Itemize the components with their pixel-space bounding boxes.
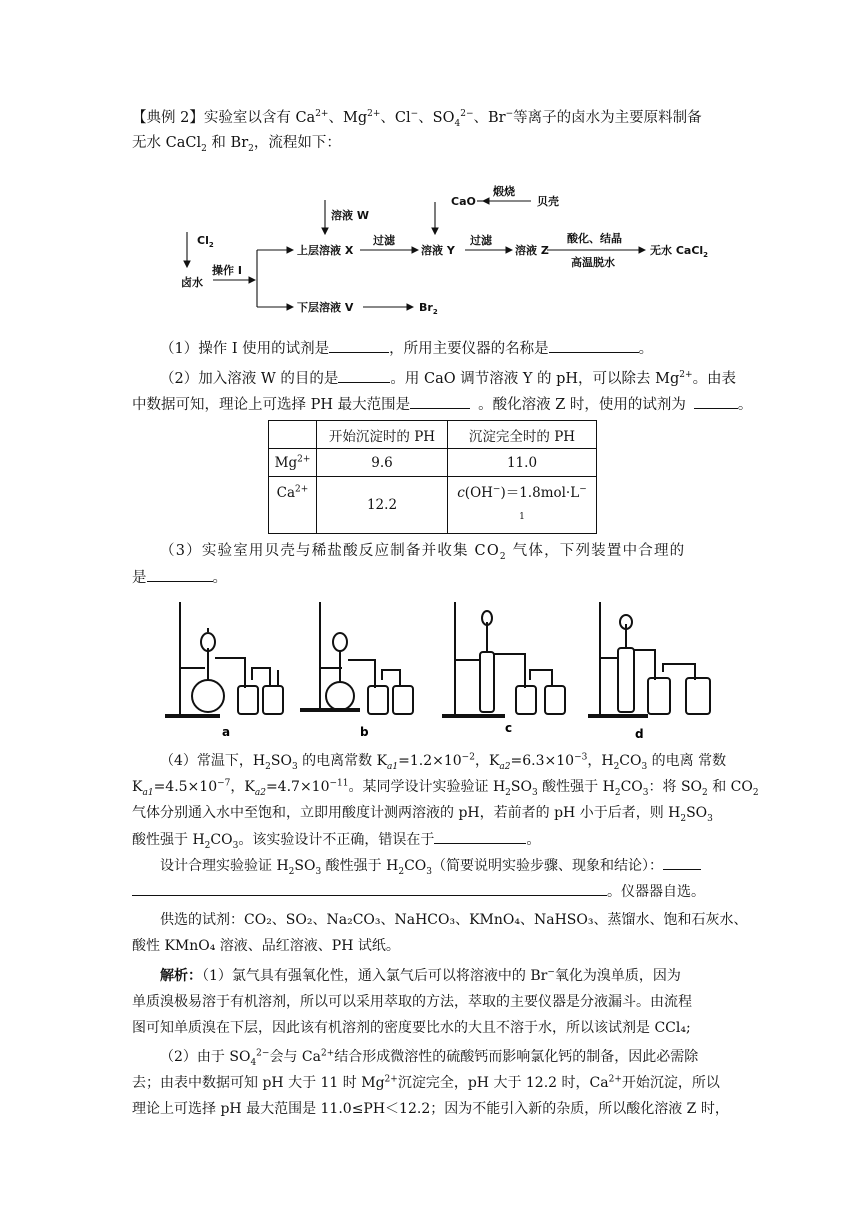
- analysis-line-4: （2）由于 $SO_4^{2-}$会与 $Ca^{2+}$结合形成微溶性的硫酸钙而影响氯化钙的制备，因此必需除: [160, 1048, 699, 1068]
- apparatus-b: [300, 602, 413, 714]
- apparatus-figure: [160, 598, 740, 740]
- analysis-line-6: 理论上可选择 pH 最大范围是 11.0≤PH＜12.2；因为不能引入新的杂质，所以酸化溶液 Z 时，: [132, 1101, 729, 1117]
- analysis-line-1: 解析：（1）氯气具有强氧化性，通入氯气后可以将溶液中的 Br−氧化为溴单质，因为: [160, 967, 681, 984]
- flow-cl2: $Cl_2$: [197, 234, 214, 249]
- question-3-line-1: （3）实验室用贝壳与稀盐酸反应制备并收集 $CO_2$ 气体，下列装置中合理的: [160, 543, 686, 562]
- table-header-empty: [269, 421, 317, 449]
- flow-calcine: 煅烧: [493, 185, 515, 198]
- apparatus-label-a: a: [222, 725, 231, 739]
- q1-blank-instrument: [549, 338, 639, 353]
- flow-sol-y: 溶液 Y: [421, 244, 455, 257]
- flow-dehydrate: 高温脱水: [571, 256, 615, 269]
- question-4-line-4: 酸性强于 $H_2CO_3$。该实验设计不正确，错误在于 。: [132, 829, 540, 850]
- flow-filter-1: 过滤: [373, 234, 395, 247]
- apparatus-d: [588, 602, 710, 716]
- q4-blank-design-1: [663, 855, 701, 870]
- table-cell-end: 11.0: [448, 449, 597, 477]
- question-2-line-1: （2）加入溶液 W 的目的是 。用 CaO 调节溶液 Y 的 pH，可以除去 $Mg^{2+}$。由表: [160, 368, 736, 389]
- flow-cao: CaO: [451, 195, 476, 208]
- flow-op1: 操作 I: [212, 264, 242, 277]
- q4-blank-error: [434, 829, 526, 844]
- flow-sol-w: 溶液 W: [331, 209, 369, 222]
- question-4-line-6: 。仪器器自选。: [132, 881, 705, 902]
- apparatus-c: [442, 602, 565, 716]
- q1-blank-reagent: [329, 338, 389, 353]
- flow-acidify: 酸化、结晶: [567, 232, 622, 245]
- flow-sol-z: 溶液 Z: [515, 244, 549, 257]
- table-row: [269, 477, 597, 534]
- q2-blank-purpose: [338, 368, 390, 383]
- q2-blank-range: [410, 394, 470, 409]
- apparatus-a: [165, 602, 283, 716]
- process-flowchart: [175, 182, 735, 327]
- analysis-line-2: 单质溴极易溶于有机溶剂，所以可以采用萃取的方法，萃取的主要仪器是分液漏斗。由流程: [132, 994, 692, 1010]
- table-cell-ion: $Ca^{2+}$: [269, 477, 317, 534]
- question-2-line-2: 中数据可知，理论上可选择 PH 最大范围是 。酸化溶液 Z 时，使用的试剂为 。: [132, 394, 752, 415]
- q3-blank: [147, 567, 213, 582]
- intro-line-2: 无水 CaCl$_2$ 和 $Br_2$，流程如下：: [132, 135, 341, 154]
- intro-line-1: 【典例 2】实验室以含有 $Ca^{2+}$、$Mg^{2+}$、Cl−、$SO_4^{2-}$、Br−等离子的卤水为主要原料制备: [132, 109, 702, 129]
- analysis-line-5: 去；由表中数据可知 pH 大于 11 时 $Mg^{2+}$沉淀完全，pH 大于 12.2 时，$Ca^{2+}$开始沉淀，所以: [132, 1074, 720, 1091]
- reagent-list-line-1: 供选的试剂：CO₂、SO₂、Na₂CO₃、NaHCO₃、KMnO₄、NaHSO₃、蒸馏水、饱和石灰水、: [160, 912, 748, 928]
- apparatus-label-b: b: [360, 725, 369, 739]
- question-1: （1）操作 I 使用的试剂是 ，所用主要仪器的名称是 。: [160, 338, 653, 359]
- table-cell-end: c(OH−)＝1.8mol·L− 1: [448, 477, 597, 534]
- apparatus-label-c: c: [505, 721, 513, 735]
- table-cell-ion: $Mg^{2+}$: [269, 449, 317, 477]
- q4-blank-design-2: [132, 881, 607, 896]
- table-cell-start: 9.6: [317, 449, 448, 477]
- flow-upper-x: 上层溶液 X: [297, 244, 354, 257]
- question-4-line-2: $K_{a1}=4.5\times 10^{-7}$，$K_{a2}=4.7\times 10^{-11}$。某同学设计实验验证 $H_2SO_3$ 酸性强于 $H_2CO_3$：将 $SO_2$ 和 $CO_2$: [132, 778, 759, 798]
- flow-lower-v: 下层溶液 V: [297, 301, 354, 314]
- question-4-line-5: 设计合理实验验证 $H_2SO_3$ 酸性强于 $H_2CO_3$（简要说明实验步骤、现象和结论）：: [160, 855, 701, 876]
- reagent-list-line-2: 酸性 KMnO₄ 溶液、品红溶液、PH 试纸。: [132, 938, 400, 954]
- analysis-line-3: 图可知单质溴在下层，因此该有机溶剂的密度要比水的大且不溶于水，所以该试剂是 CCl₄;: [132, 1020, 691, 1036]
- flow-product: 无水 CaCl$_2$: [650, 244, 709, 259]
- table-cell-start: 12.2: [317, 477, 448, 534]
- q2-blank-reagent: [694, 394, 738, 409]
- question-4-line-3: 气体分别通入水中至饱和，立即用酸度计测两溶液的 pH，若前者的 pH 小于后者，则 $H_2SO_3$: [132, 805, 713, 824]
- question-3-line-2: 是 。: [132, 567, 227, 588]
- flow-br2: $Br_2$: [419, 301, 438, 316]
- ph-data-table: [268, 420, 597, 534]
- apparatus-label-d: d: [635, 727, 644, 740]
- flow-brine: 卤水: [181, 276, 203, 289]
- table-header-end: 沉淀完全时的 PH: [448, 421, 597, 449]
- table-row: [269, 449, 597, 477]
- question-4-line-1: （4）常温下，$H_2SO_3$ 的电离常数 $K_{a1}=1.2\times 10^{-2}$，$K_{a2}=6.3\times 10^{-3}$，$H_2CO_3$ 的电离 常数: [160, 752, 727, 772]
- flow-filter-2: 过滤: [470, 234, 492, 247]
- flow-shell: 贝壳: [537, 195, 559, 208]
- table-header-start: 开始沉淀时的 PH: [317, 421, 448, 449]
